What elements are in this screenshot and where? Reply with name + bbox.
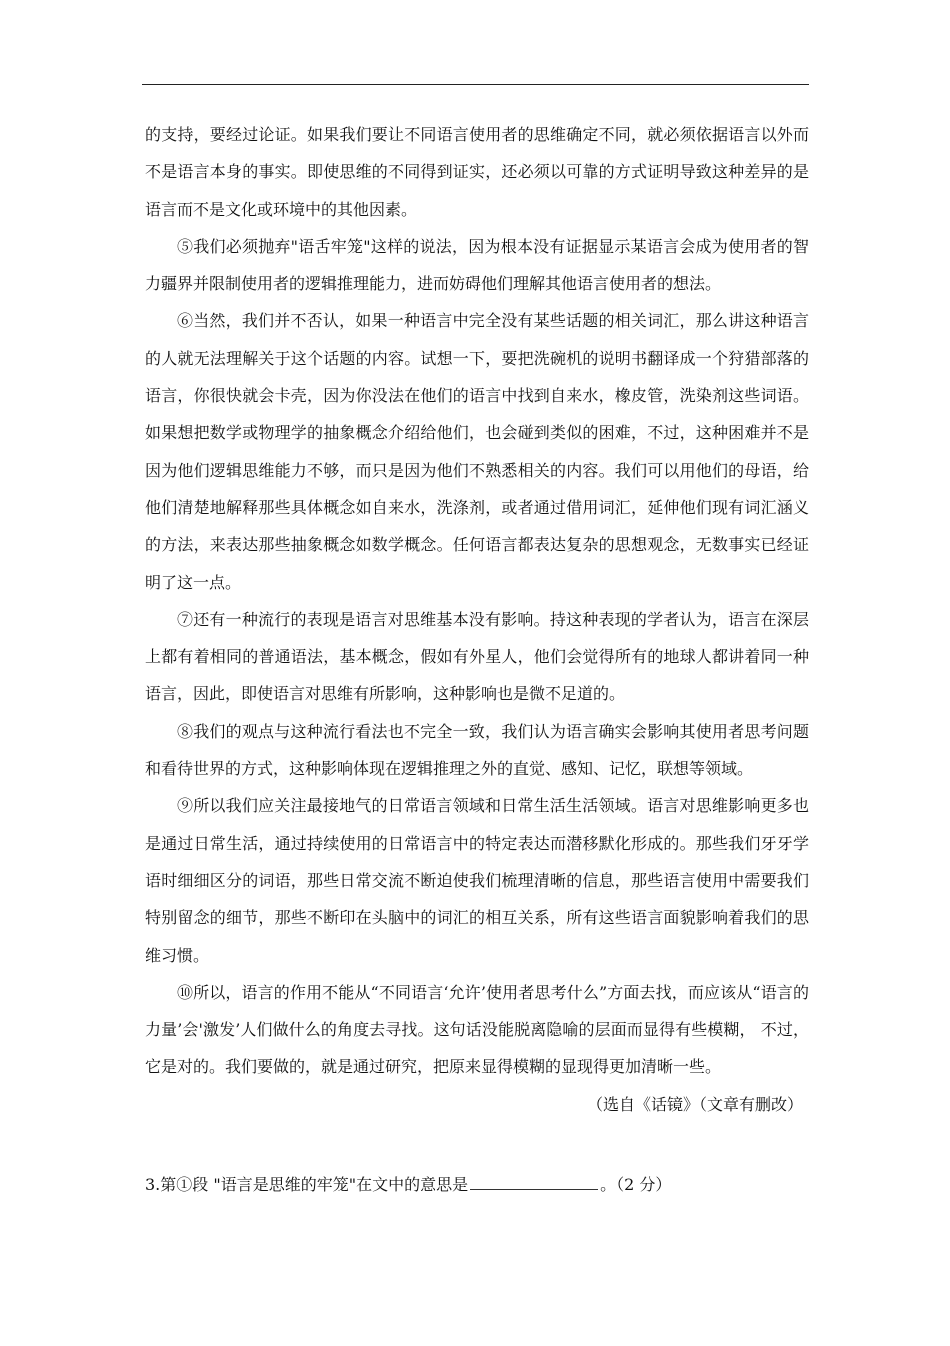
question-points: 。（2 分）: [600, 1175, 672, 1194]
paragraph-6: ⑥当然，我们并不否认，如果一种语言中完全没有某些话题的相关词汇，那么讲这种语言的人就无法理解关于这个话题的内容。试想一下，要把洗碗机的说明书翻译成一个狩猎部落的语言，你很快就会卡壳，因为你没法在他们的语言中找到自来水，橡皮管，洗染剂这些词语。如果想把数学或物理学的抽象概念介绍给他们，也会碰到类似的困难，不过，这种困难并不是因为他们逻辑思维能力不够，而只是因为他们不熟悉相关的内容。我们可以用他们的母语，给他们清楚地解释那些具体概念如自来水，洗涤剂，或者通过借用词汇，延伸他们现有词汇涵义 的方法，来表达那些抽象概念如数学概念。任何语言都表达复杂的思想观念，无数事实已经证明了这一点。: [145, 311, 809, 592]
paragraph-9: ⑨所以我们应关注最接地气的日常语言领域和日常生活生活领域。语言对思维影响更多也是通过日常生活，通过持续使用的日常语言中的特定表达而潜移默化形成的。那些我们牙牙学语时细细区分的词语，那些日常交流不断迫使我们梳理清晰的信息，那些语言使用中需要我们特别留念的细节，那些不断印在头脑中的词汇的相互关系，所有这些语言面貌影响着我们的思 维习惯。: [145, 796, 809, 965]
paragraph-5: ⑤我们必须抛弃"语舌牢笼"这样的说法，因为根本没有证据显示某语言会成为使用者的智力疆界并限制使用者的逻辑推理能力，进而妨碍他们理解其他语言使用者的想法。: [145, 236, 809, 294]
source-citation: （选自《话镜》（文章有删改）: [586, 1094, 803, 1114]
paragraph-10: ⑩所以，语言的作用不能从“不同语言‘允许’使用者思考什么”方面去找，而应该从“语言的力量’会'激发’人们做什么的角度去寻找。这句话没能脱离隐喻的层面而显得有些模糊， 不过，它是对的。我们要做的，就是通过研究，把原来显得模糊的显现得更加清晰一些。: [145, 982, 809, 1077]
question-3: [145, 1170, 809, 1200]
header-rule: [142, 84, 809, 85]
article-body: [145, 116, 809, 1123]
paragraph-continuation: 的支持，要经过论证。如果我们要让不同语言使用者的思维确定不同，就必须依据语言以外而不是语言本身的事实。即使思维的不同得到证实，还必须以可靠的方式证明导致这种差异的是语言而不是文化或环境中的其他因素。: [145, 125, 809, 219]
answer-blank[interactable]: [470, 1171, 598, 1190]
paragraph-7: ⑦还有一种流行的表现是语言对思维基本没有影响。持这种表现的学者认为，语言在深层 上都有着相同的普通语法，基本概念，假如有外星人，他们会觉得所有的地球人都讲着同一种 语言，因此，即使语言对思维有所影响，这种影响也是微不足道的。: [145, 609, 809, 704]
question-prompt: 3.第①段 "语言是思维的牢笼"在文中的意思是: [145, 1175, 469, 1194]
paragraph-8: ⑧我们的观点与这种流行看法也不完全一致，我们认为语言确实会影响其使用者思考问题和看待世界的方式，这种影响体现在逻辑推理之外的直觉、感知、记忆，联想等领域。: [145, 721, 809, 779]
